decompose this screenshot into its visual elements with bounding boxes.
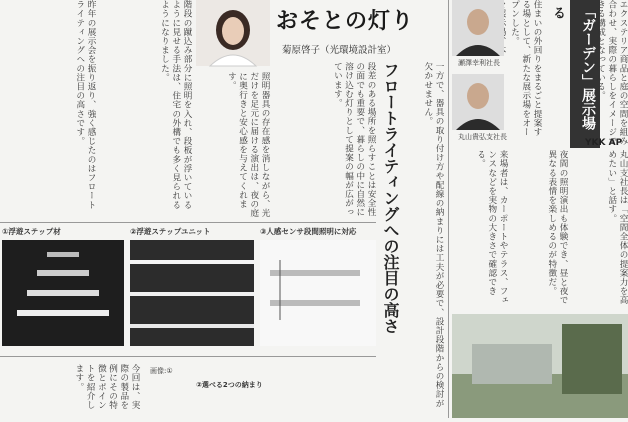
figure-1-label: ①浮遊ステップ材 — [2, 227, 61, 236]
sidebar-title: 「ガーデン」展示場 — [570, 0, 600, 148]
sidebar-subtitle: る — [550, 6, 565, 19]
figure-3-diagram — [260, 240, 376, 346]
person1-name: 瀬澤幸利社長 — [458, 59, 500, 67]
author-photo — [196, 0, 270, 66]
article-column-6: 今回は、実際の製品を例にその特徴とポイントを紹介します。 — [73, 364, 140, 410]
sidebar-column-5: 夜間の照明演出も体験でき、昼と夜で異なる表情を楽しめるのが特徴だ。 — [546, 150, 568, 305]
person2-name: 丸山貴弘支社長 — [458, 133, 507, 141]
sidebar-column-6: 丸山支社長は「空間全体の提案力を高めたい」と話す。 — [606, 150, 628, 305]
figure-1 — [2, 226, 124, 352]
sidebar-column-4: 来場者は、カーポートやテラス、フェンスなどを実物の大きさで確認できる。 — [475, 150, 508, 305]
figure-2-label: ②浮遊ステップユニット — [130, 227, 211, 236]
article-column-2: 階段の蹴込み部分に照明を入れ、段板が浮いているように見せる手法は、住宅の外構でも多く見られるようになりました。 — [159, 0, 192, 210]
bottom-caption: 画像:① — [150, 367, 173, 375]
article-column-5: 一方で、器具の取り付け方や配線の納まりには工夫が必要で、設計段階からの検討が欠かせません。 — [422, 62, 444, 408]
sidebar-column-2: 住まいの外回りをまるごと提案する場として、新たな展示場をオープンした。 — [509, 0, 542, 137]
sidebar-column-3: エクステリア商品と庭の空間を組み合わせ、実際の暮らしをイメージできる構成となっている。 — [595, 0, 628, 146]
person2-photo — [452, 74, 504, 130]
divider-v — [448, 0, 449, 418]
divider — [0, 222, 376, 223]
brand-label: YKK AP — [585, 138, 623, 148]
article-column-1: 昨年の展示会を振り返り、強く感じたのはフロートライティングへの注目の高さです。 — [74, 0, 96, 210]
article-column-3: 照明器具の存在感を消しながら、光だけを足元に届ける演出は、夜の庭に奥行きと安心感を与えてくれます。 — [226, 72, 270, 218]
figure-2 — [130, 226, 254, 352]
figure-1-photo — [2, 240, 124, 346]
figure-2-photo — [130, 240, 254, 346]
column-title: おそとの灯り — [276, 8, 415, 34]
person1-photo — [452, 0, 504, 56]
bottom-caption-2: ②選べる2つの納まり — [196, 381, 263, 389]
column-author: 菊原啓子（光環境設計室） — [282, 45, 397, 56]
article-column-4: 段差のある場所を照らすことは安全性の面でも重要で、暮らしの中に自然に溶け込む灯りとして提案の幅が広がっています。 — [332, 62, 376, 217]
showroom-photo — [452, 314, 628, 418]
article-headline: フロートライティングへの注目の高さ — [381, 62, 400, 334]
figure-3 — [260, 226, 376, 352]
figure-3-label: ③人感センサ段間照明に対応 — [260, 227, 357, 236]
divider-2 — [0, 356, 376, 357]
